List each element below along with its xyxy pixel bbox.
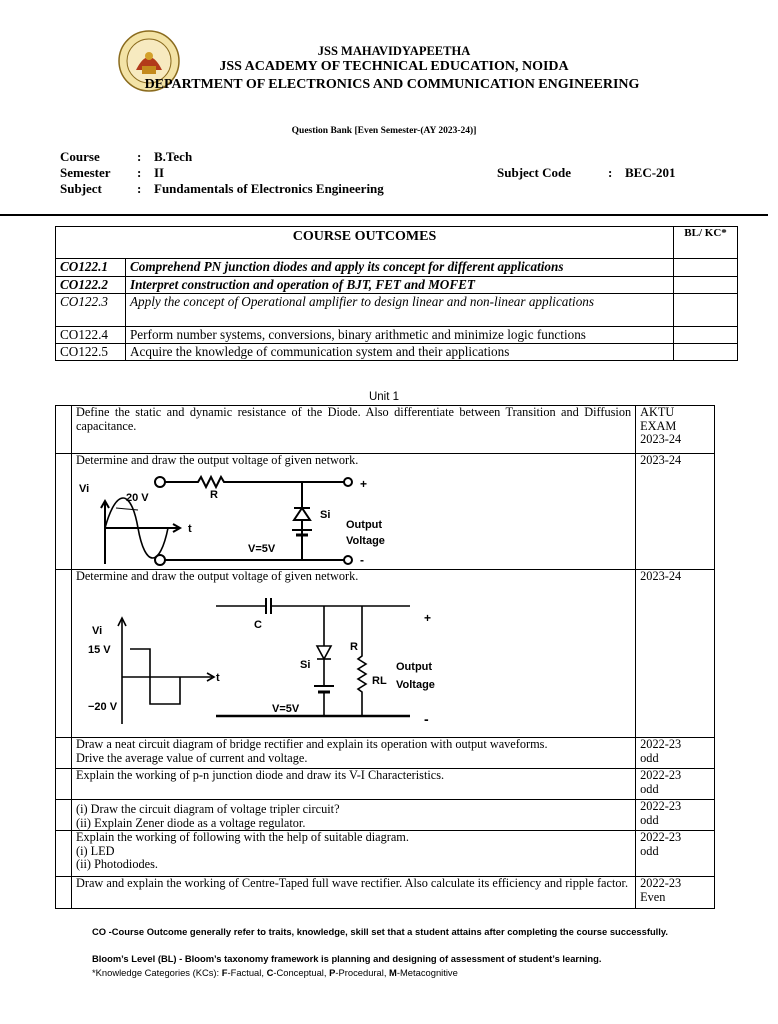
question-number	[56, 800, 72, 831]
co-text: Interpret construction and operation of BJT, FET and MOFET	[125, 277, 673, 294]
kc-note: *Knowledge Categories (KCs): F-Factual, C-Conceptual, P-Procedural, M-Metacognitive	[92, 967, 458, 978]
co-text: Comprehend PN junction diodes and apply its concept for different applications	[125, 259, 673, 277]
subject-sep: :	[137, 181, 142, 196]
subject-code-sep: :	[608, 165, 613, 180]
question-number	[56, 831, 72, 877]
question-year: 2023-24	[636, 570, 715, 738]
course-outcomes-title: COURSE OUTCOMES	[56, 227, 674, 259]
question-year: AKTU EXAM 2023-24	[636, 406, 715, 454]
question-number	[56, 738, 72, 769]
battery-label: V=5V	[271, 702, 300, 715]
question-text: Draw a neat circuit diagram of bridge rectifier and explain its operation with output waveforms. Drive the average value of current and voltage.	[71, 738, 635, 769]
diode-label: Si	[319, 508, 331, 521]
diode-label: Si	[299, 658, 311, 671]
output-label-1: Output	[345, 518, 383, 531]
high-level-label: 15 V	[87, 643, 111, 656]
co-note: CO -Course Outcome generally refer to traits, knowledge, skill set that a student attains after completing the course successfully.	[92, 926, 669, 937]
vi-label: Vi	[91, 624, 103, 637]
semester-label: Semester	[60, 165, 111, 180]
question-year: 2022-23 odd	[636, 831, 715, 877]
question-number	[56, 454, 72, 570]
table-row	[56, 800, 715, 831]
co-code: CO122.3	[56, 294, 126, 327]
question-text: (i) Draw the circuit diagram of voltage tripler circuit? (ii) Explain Zener diode as a voltage regulator.	[71, 800, 635, 831]
question-bank-title: Question Bank [Even Semester-(AY 2023-24)]	[291, 126, 477, 136]
org-name: JSS MAHAVIDYAPEETHA	[317, 44, 471, 58]
course-sep: :	[137, 149, 142, 164]
subject-code-label: Subject Code	[497, 165, 572, 180]
vi-label: Vi	[78, 482, 90, 495]
load-resistor-label: RL	[371, 674, 387, 687]
co-bl	[674, 344, 738, 361]
department-name: DEPARTMENT OF ELECTRONICS AND COMMUNICATION ENGINEERING	[144, 77, 640, 92]
table-row	[56, 877, 715, 909]
table-row	[56, 831, 715, 877]
co-bl	[674, 277, 738, 294]
output-label-2: Voltage	[345, 534, 385, 547]
co-code: CO122.2	[56, 277, 126, 294]
bl-kc-header: BL/ KC*	[674, 227, 738, 259]
bl-note: Bloom’s Level (BL) - Bloom’s taxonomy framework is planning and designing of assessment of student’s learning.	[92, 953, 602, 964]
semester-sep: :	[137, 165, 142, 180]
question-number	[56, 570, 72, 738]
table-row	[56, 738, 715, 769]
co-bl	[674, 259, 738, 277]
question-text: Determine and draw the output voltage of given network. Vi 15 V −20 V t C Si R RL + - V=5V Output Voltage	[71, 570, 635, 738]
question-text: Explain the working of p-n junction diode and draw its V-I Characteristics.	[71, 769, 635, 800]
subject-value: Fundamentals of Electronics Engineering	[154, 181, 384, 196]
institute-name: JSS ACADEMY OF TECHNICAL EDUCATION, NOIDA	[219, 59, 569, 74]
question-year: 2022-23 odd	[636, 800, 715, 831]
co-code: CO122.4	[56, 327, 126, 344]
course-outcomes-table	[55, 226, 738, 361]
table-row	[56, 454, 715, 570]
subject-code-value: BEC-201	[625, 165, 676, 180]
question-year: 2023-24	[636, 454, 715, 570]
header-rule	[0, 214, 768, 216]
table-row	[56, 769, 715, 800]
output-label-1: Output	[395, 660, 433, 673]
question-number	[56, 769, 72, 800]
question-text: Explain the working of following with the help of suitable diagram. (i) LED (ii) Photodiodes.	[71, 831, 635, 877]
semester-value: II	[154, 165, 165, 180]
question-year: 2022-23 odd	[636, 769, 715, 800]
question-number	[56, 406, 72, 454]
question-text: Draw and explain the working of Centre-Taped full wave rectifier. Also calculate its efficiency and ripple factor.	[71, 877, 635, 909]
table-row	[56, 406, 715, 454]
question-number	[56, 877, 72, 909]
co-text: Apply the concept of Operational amplifier to design linear and non-linear applications	[125, 294, 673, 327]
time-label: t	[187, 522, 192, 535]
output-label-2: Voltage	[395, 678, 435, 691]
question-year: 2022-23 Even	[636, 877, 715, 909]
question-text: Determine and draw the output voltage of given network. Vi 20 V t R Si + - V=5V Output Voltage	[71, 454, 635, 570]
questions-table	[55, 405, 715, 909]
question-year: 2022-23 odd	[636, 738, 715, 769]
circuit-diagram-2	[76, 584, 436, 734]
co-code: CO122.5	[56, 344, 126, 361]
resistor-label: R	[349, 640, 358, 653]
co-text: Acquire the knowledge of communication system and their applications	[125, 344, 673, 361]
course-label: Course	[60, 149, 100, 164]
capacitor-label: C	[253, 618, 262, 631]
amplitude-label: 20 V	[125, 491, 149, 504]
table-row	[56, 570, 715, 738]
resistor-label: R	[209, 488, 218, 501]
course-value: B.Tech	[154, 149, 193, 164]
plus-terminal: +	[359, 476, 367, 491]
co-code: CO122.1	[56, 259, 126, 277]
co-text: Perform number systems, conversions, binary arithmetic and minimize logic functions	[125, 327, 673, 344]
circuit-diagram-1	[76, 468, 385, 568]
co-bl	[674, 294, 738, 327]
minus-terminal: -	[423, 710, 429, 727]
minus-terminal: -	[359, 552, 364, 567]
subject-label: Subject	[60, 181, 102, 196]
low-level-label: −20 V	[87, 700, 118, 713]
co-bl	[674, 327, 738, 344]
battery-label: V=5V	[247, 542, 276, 555]
time-label: t	[215, 671, 220, 684]
plus-terminal: +	[423, 610, 431, 625]
question-text: Define the static and dynamic resistance of the Diode. Also differentiate between Transition and Diffusion capacitance.	[71, 406, 635, 454]
unit-title: Unit 1	[368, 391, 400, 403]
